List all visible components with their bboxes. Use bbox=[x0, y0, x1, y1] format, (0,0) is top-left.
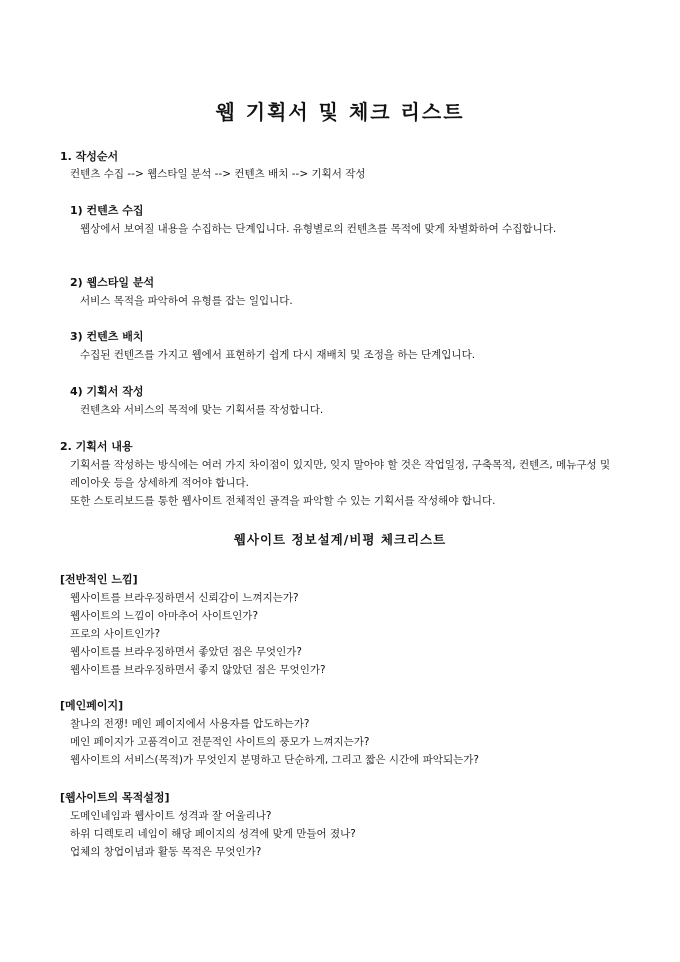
checklist-item: 웹사이트를 브라우징하면서 좋지 않았던 점은 무엇인가? bbox=[70, 664, 326, 676]
checklist-heading: [전반적인 느낌] bbox=[60, 573, 138, 586]
checklist-item: 웹사이트를 브라우징하면서 좋았던 점은 무엇인가? bbox=[70, 646, 302, 658]
checklist-item: 웹사이트를 브라우징하면서 신뢰감이 느껴지는가? bbox=[70, 592, 299, 604]
subsection-plan-writing bbox=[60, 383, 622, 419]
checklist-group-overall bbox=[60, 571, 622, 679]
subsection-heading: 4) 기획서 작성 bbox=[70, 385, 144, 398]
subsection-web-style-analysis bbox=[60, 274, 622, 310]
checklist-group-main-page bbox=[60, 697, 622, 769]
checklist-heading: [메인페이지] bbox=[60, 699, 124, 712]
checklist-item: 웹사이트의 서비스(목적)가 무엇인지 분명하고 단순하게, 그리고 짧은 시간에 파악되는가? bbox=[70, 754, 479, 766]
checklist-item: 메인 페이지가 고품격이고 전문적인 사이트의 풍모가 느껴지는가? bbox=[70, 736, 370, 748]
checklist-item: 웹사이트의 느낌이 아마추어 사이트인가? bbox=[70, 610, 259, 622]
subsection-content-collection bbox=[60, 202, 622, 238]
process-flow: 컨텐츠 수집 --> 웹스타일 분석 --> 컨텐츠 배치 --> 기획서 작성 bbox=[70, 168, 366, 180]
section-writing-order bbox=[60, 148, 622, 183]
subsection-text: 수집된 컨텐즈를 가지고 웹에서 표현하기 쉽게 다시 재배치 및 조정을 하는 단계입니다. bbox=[80, 349, 476, 361]
checklist-title: 웹사이트 정보설계/비평 체크리스트 bbox=[233, 532, 447, 547]
section-heading: 2. 기획서 내용 bbox=[60, 440, 133, 453]
checklist-item: 찰나의 전쟁! 메인 페이지에서 사용자를 압도하는가? bbox=[70, 718, 310, 730]
subsection-content-layout bbox=[60, 328, 622, 364]
section-heading: 1. 작성순서 bbox=[60, 150, 119, 163]
subsection-text: 웹상에서 보여질 내용을 수집하는 단계입니다. 유형별로의 컨텐츠를 목적에 맞게 차별화하여 수집합니다. bbox=[80, 223, 557, 235]
subsection-heading: 1) 컨텐츠 수집 bbox=[70, 204, 144, 217]
checklist-item: 프로의 사이트인가? bbox=[70, 628, 161, 640]
section-paragraph: 또한 스토리보드를 통한 웹사이트 전체적인 골격을 파악할 수 있는 기획서를 작성해야 합니다. bbox=[70, 495, 496, 507]
subsection-heading: 2) 웹스타일 분석 bbox=[70, 276, 155, 289]
subsection-text: 컨텐츠와 서비스의 목적에 맞는 기획서를 작성합니다. bbox=[80, 404, 324, 416]
subsection-text: 서비스 목적을 파악하여 유형를 잡는 일입니다. bbox=[80, 295, 293, 307]
checklist-item: 도메인네임과 웹사이트 성격과 잘 어울리나? bbox=[70, 810, 272, 822]
document-title: 웹 기획서 및 체크 리스트 bbox=[215, 100, 465, 124]
section-paragraph: 기획서를 작성하는 방식에는 여러 가지 차이점이 있지만, 잊지 말아야 할 것은 작업일정, 구축목적, 컨텐즈, 메뉴구성 및 레이아웃 등을 상세하게 적어야 합니다. bbox=[70, 459, 611, 489]
subsection-heading: 3) 컨텐츠 배치 bbox=[70, 330, 144, 343]
checklist-item: 하위 디렉토리 네임이 해당 페이지의 성격에 맞게 만들어 졌나? bbox=[70, 828, 356, 840]
section-plan-contents bbox=[60, 438, 622, 510]
checklist-heading: [웹사이트의 목적설정] bbox=[60, 791, 170, 804]
checklist-item: 업체의 창업이념과 활동 목적은 무엇인가? bbox=[70, 846, 262, 858]
checklist-group-site-purpose bbox=[60, 789, 622, 861]
